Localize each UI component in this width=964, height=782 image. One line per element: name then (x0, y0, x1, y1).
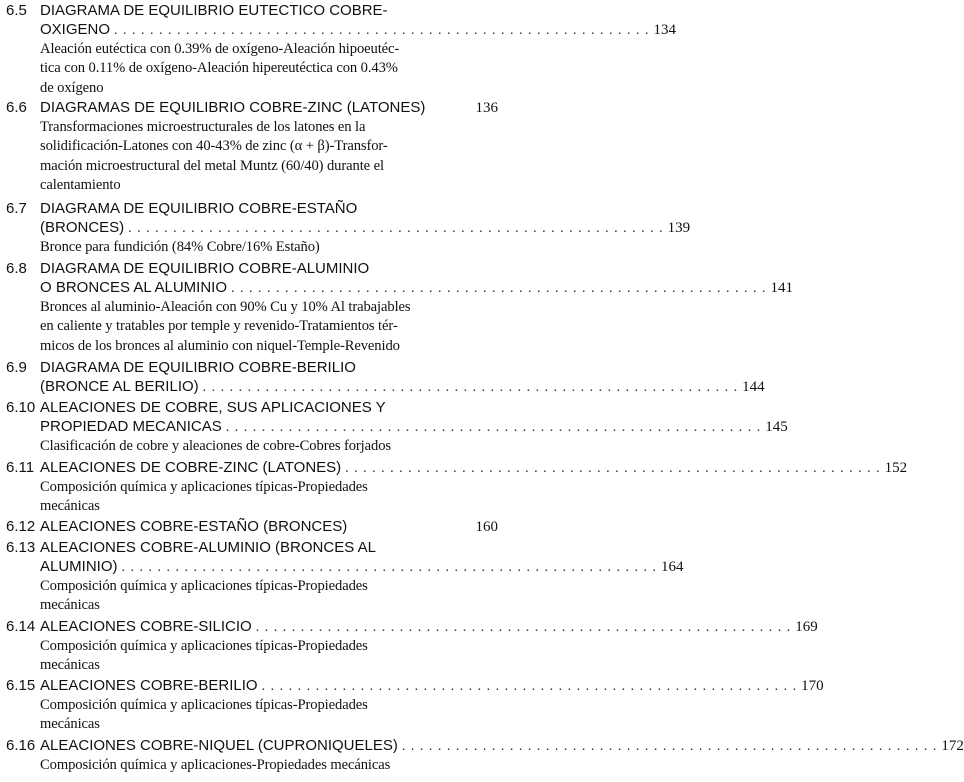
dot-leader: . . . . . . . . . . . . . . . . . . . . . . . . . . . . . . . . . . . . . . . . . . . . . . . . . . . . . . . . . . . . (261, 679, 798, 694)
page-number: 172 (941, 738, 964, 754)
title-line (40, 518, 498, 537)
dot-leader: . . . . . . . . . . . . . . . . . . . . . . . . . . . . . . . . . . . . . . . . . . . . . . . . . . . . . . . . . . . . (401, 739, 938, 754)
section-title: ALEACIONES COBRE-NIQUEL (CUPRONIQUELES) (40, 737, 398, 754)
section-number: 6.14 (6, 618, 36, 635)
section-number: 6.12 (6, 518, 36, 535)
section-description: Composición química y aplicaciones típicas-Propiedades (40, 578, 368, 594)
page-number: 164 (661, 559, 684, 575)
title-line (40, 399, 498, 417)
page-number: 144 (742, 379, 765, 395)
title-line (40, 378, 765, 397)
section-description: Clasificación de cobre y aleaciones de cobre-Cobres forjados (40, 438, 391, 454)
title-line (40, 200, 498, 218)
title-line (40, 539, 498, 557)
page-number: 139 (667, 220, 691, 236)
section-description: mecánicas (40, 597, 100, 614)
title-line (40, 737, 964, 756)
section-title: ALEACIONES DE COBRE-ZINC (LATONES) (40, 459, 342, 476)
page-number: 170 (801, 678, 824, 694)
title-line (40, 2, 498, 20)
title-line (40, 21, 677, 40)
section-title: DIAGRAMA DE EQUILIBRIO EUTECTICO COBRE- (40, 2, 388, 19)
section-description: mecánicas (40, 716, 100, 733)
section-description: Composición química y aplicaciones típicas-Propiedades (40, 638, 368, 654)
page-number: 160 (475, 519, 498, 535)
title-line (40, 260, 498, 278)
section-number: 6.13 (6, 539, 36, 556)
section-description: Bronces al aluminio-Aleación con 90% Cu y 10% Al trabajables (40, 299, 411, 315)
section-description: mación microestructural del metal Muntz (60/40) durante el (40, 157, 384, 174)
title-line (40, 459, 908, 478)
page-number: 134 (653, 22, 677, 38)
section-title: (BRONCE AL BERILIO) (40, 378, 199, 395)
dot-leader: . . . . . . . . . . . . . . . . . . . . . . . . . . . . . . . . . . . . . . . . . . . . . . . . . . . . . . . . . . . . (231, 281, 767, 296)
section-description: mecánicas (40, 498, 100, 515)
section-description: Composición química y aplicaciones-Propiedades mecánicas (40, 757, 391, 773)
dot-leader: . . . . . . . . . . . . . . . . . . . . . . . . . . . . . . . . . . . . . . . . . . . . . . . . . . . . . . . . . . . . (202, 380, 739, 395)
section-title: ALEACIONES COBRE-ALUMINIO (BRONCES AL (40, 539, 376, 556)
section-description: Bronce para fundición (84% Cobre/16% Estaño) (40, 239, 320, 255)
dot-leader: . . . . . . . . . . . . . . . . . . . . . . . . . . . . . . . . . . . . . . . . . . . . . . . . . . . . . . . . . . . . (345, 461, 881, 476)
section-title: ALUMINIO) (40, 558, 118, 575)
section-number: 6.11 (6, 459, 35, 476)
section-number: 6.16 (6, 737, 36, 754)
dot-leader: . . . . . . . . . . . . . . . . . . . . . . . . . . . . . . . . . . . . . . . . . . . . . . . . . . . . . . . . . . . . (128, 221, 664, 236)
title-line (40, 279, 793, 298)
dot-leader: . . . . . . . . . . . . . . . . . . . . . . . . . . . . . . . . . . . . . . . . . . . . . . . . . . . . . . . . . . . . (225, 420, 762, 435)
section-number: 6.9 (6, 359, 27, 376)
section-title: ALEACIONES COBRE-SILICIO (40, 618, 252, 635)
section-title: (BRONCES) (40, 219, 125, 236)
section-number: 6.6 (6, 99, 27, 116)
title-line (40, 99, 498, 118)
title-line (40, 558, 684, 577)
section-title: DIAGRAMA DE EQUILIBRIO COBRE-ESTAÑO (40, 200, 358, 217)
section-number: 6.7 (6, 200, 27, 217)
section-number: 6.10 (6, 399, 36, 416)
title-line (40, 677, 824, 696)
page-number: 136 (475, 100, 498, 116)
section-description: mecánicas (40, 657, 100, 674)
section-title: DIAGRAMAS DE EQUILIBRIO COBRE-ZINC (LATONES) (40, 99, 426, 116)
section-number: 6.15 (6, 677, 36, 694)
section-description: solidificación-Latones con 40-43% de zinc (α + β)-Transfor- (40, 138, 388, 155)
page-number: 169 (795, 619, 818, 635)
section-description: calentamiento (40, 177, 121, 194)
section-title: DIAGRAMA DE EQUILIBRIO COBRE-ALUMINIO (40, 260, 370, 277)
title-line (40, 359, 498, 377)
section-description: Transformaciones microestructurales de los latones en la (40, 119, 366, 135)
title-line (40, 618, 818, 637)
page-number: 141 (770, 280, 793, 296)
title-line (40, 219, 691, 238)
section-title: ALEACIONES DE COBRE, SUS APLICACIONES Y (40, 399, 386, 416)
section-title: O BRONCES AL ALUMINIO (40, 279, 227, 296)
section-description: micos de los bronces al aluminio con niquel-Temple-Revenido (40, 337, 400, 354)
section-description: Composición química y aplicaciones típicas-Propiedades (40, 697, 368, 713)
section-description: Aleación eutéctica con 0.39% de oxígeno-Aleación hipoeutéc- (40, 41, 400, 57)
section-title: PROPIEDAD MECANICAS (40, 418, 222, 435)
page-number: 145 (765, 419, 788, 435)
dot-leader: . . . . . . . . . . . . . . . . . . . . . . . . . . . . . . . . . . . . . . . . . . . . . . . . . . . . . . . . . . . . (121, 560, 658, 575)
page-number: 152 (884, 460, 908, 476)
section-number: 6.8 (6, 260, 27, 277)
section-title: ALEACIONES COBRE-ESTAÑO (BRONCES) (40, 518, 348, 535)
section-description: en caliente y tratables por temple y revenido-Tratamientos tér- (40, 318, 398, 335)
section-title: DIAGRAMA DE EQUILIBRIO COBRE-BERILIO (40, 359, 356, 376)
section-description: tica con 0.11% de oxígeno-Aleación hipereutéctica con 0.43% (40, 60, 398, 77)
section-description: Composición química y aplicaciones típicas-Propiedades (40, 479, 368, 495)
section-title: ALEACIONES COBRE-BERILIO (40, 677, 258, 694)
dot-leader: . . . . . . . . . . . . . . . . . . . . . . . . . . . . . . . . . . . . . . . . . . . . . . . . . . . . . . . . . . . . (114, 23, 650, 38)
section-title: OXIGENO (40, 21, 111, 38)
section-number: 6.5 (6, 2, 27, 19)
dot-leader: . . . . . . . . . . . . . . . . . . . . . . . . . . . . . . . . . . . . . . . . . . . . . . . . . . . . . . . . . . . . (255, 620, 792, 635)
title-line (40, 418, 788, 437)
section-description: de oxígeno (40, 79, 104, 96)
